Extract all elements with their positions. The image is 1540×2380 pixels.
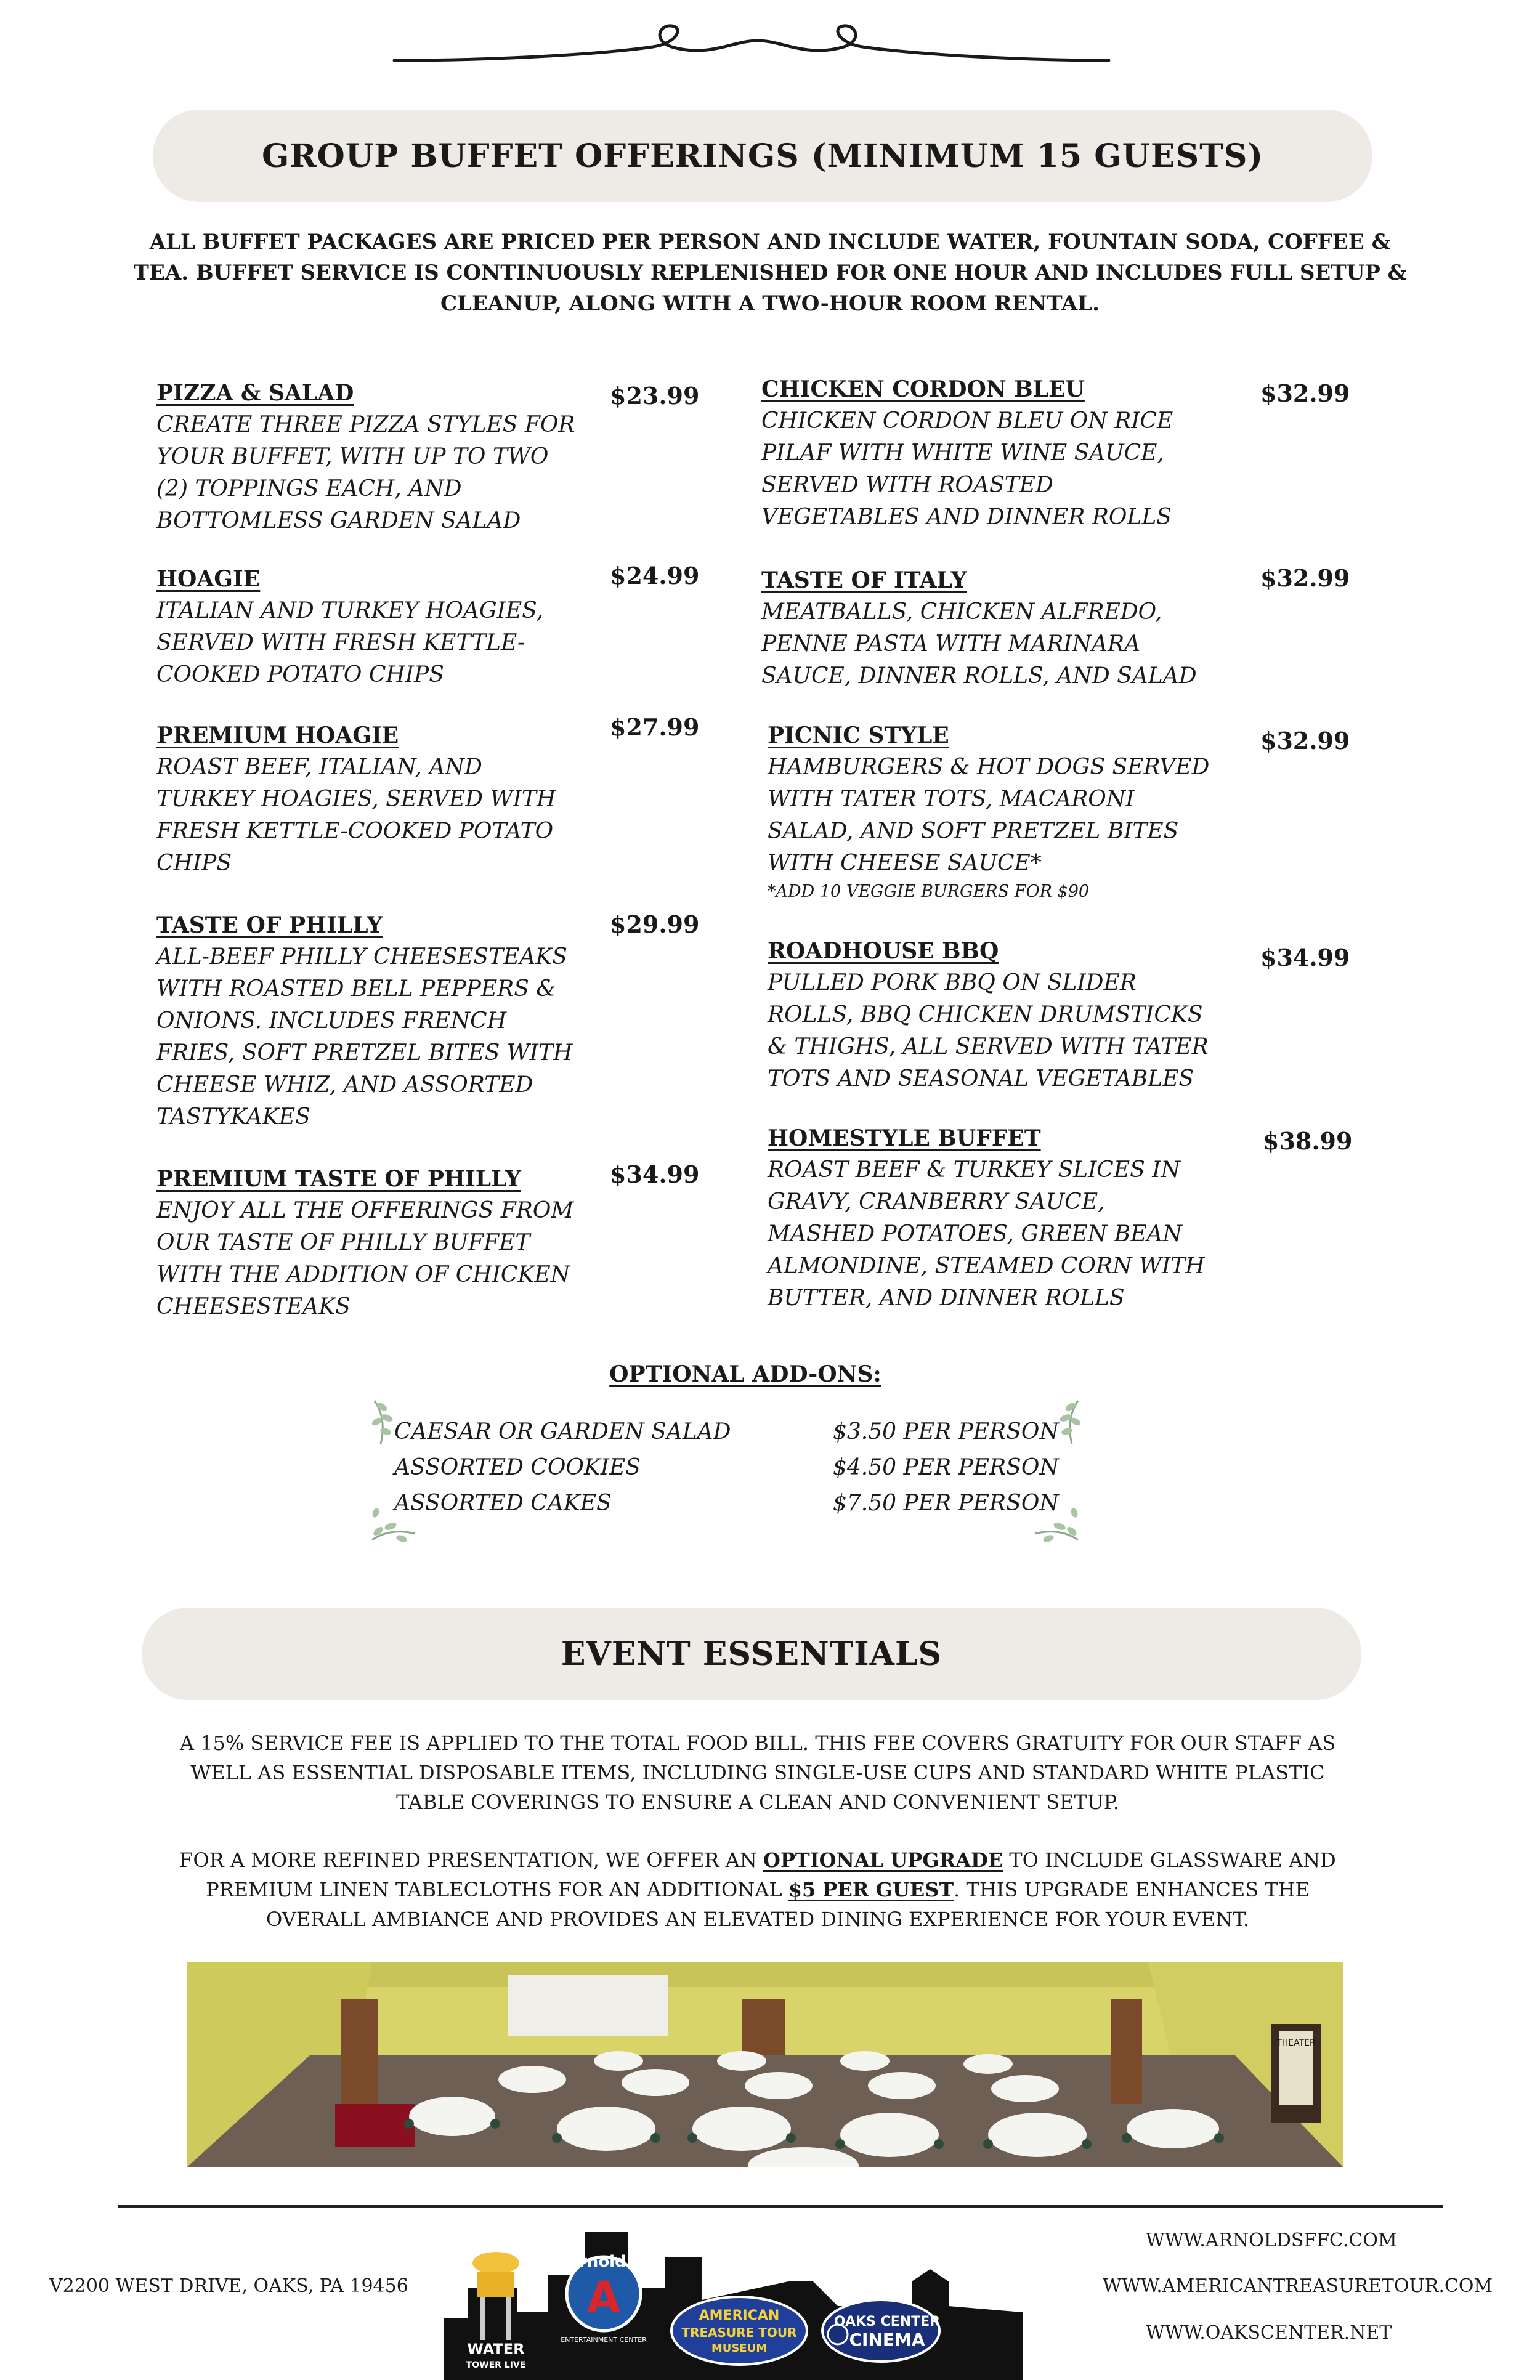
addon-name: ASSORTED CAKES <box>394 1491 612 1516</box>
menu-item-name: CHICKEN CORDON BLEU <box>761 376 1085 402</box>
menu-item-price: $32.99 <box>1260 564 1350 592</box>
menu-item <box>156 909 600 1133</box>
menu-item-name: PIZZA & SALAD <box>156 380 354 406</box>
menu-item-desc: MEATBALLS, CHICKEN ALFREDO, PENNE PASTA WITH MARINARA SAUCE, DINNER ROLLS, AND SALAD <box>761 599 1197 689</box>
essentials-title-banner <box>142 1608 1361 1700</box>
menu-item-name: TASTE OF ITALY <box>761 567 967 593</box>
decorative-flourish <box>388 22 1115 71</box>
menu-item <box>761 564 1205 692</box>
menu-item <box>768 935 1248 1095</box>
menu-item-price: $38.99 <box>1263 1127 1353 1155</box>
menu-item-desc: CREATE THREE PIZZA STYLES FOR YOUR BUFFET, WITH UP TO TWO (2) TOPPINGS EACH, AND BOTTOMLESS GARDEN SALAD <box>156 412 575 533</box>
oaks-line-2: CINEMA <box>849 2329 925 2350</box>
website-link-arnolds[interactable]: WWW.ARNOLDSFFC.COM <box>1146 2230 1397 2251</box>
upgrade-text: . THIS UPGRADE ENHANCES THE OVERALL AMBIANCE AND PROVIDES AN ELEVATED DINING EXPERIENCE FOR YOUR EVENT. <box>265 1878 1310 1931</box>
att-line-1: AMERICAN <box>699 2308 780 2323</box>
addons-title: OPTIONAL ADD-ONS: <box>609 1361 881 1387</box>
buffet-intro: ALL BUFFET PACKAGES ARE PRICED PER PERSON AND INCLUDE WATER, FOUNTAIN SODA, COFFEE & TEA. BUFFET SERVICE IS CONTINUOUSLY REPLENISHED FOR ONE HOUR AND INCLUDES FULL SETUP & CLEANUP, ALONG WITH A TWO-HOUR ROOM RENTAL. <box>133 230 1407 316</box>
upgrade-price: $5 PER GUEST <box>788 1878 954 1901</box>
upgrade-highlight: OPTIONAL UPGRADE <box>763 1848 1003 1872</box>
att-line-3: MUSEUM <box>711 2342 768 2355</box>
tower-live-text: TOWER LIVE <box>466 2360 526 2370</box>
menu-item-name: PREMIUM HOAGIE <box>156 722 399 748</box>
website-link-oaks-center[interactable]: WWW.OAKSCENTER.NET <box>1146 2322 1392 2344</box>
footer-address: V2200 WEST DRIVE, OAKS, PA 19456 <box>49 2275 408 2297</box>
menu-item <box>156 719 600 880</box>
menu-item-desc: ALL-BEEF PHILLY CHEESESTEAKS WITH ROASTED BELL PEPPERS & ONIONS. INCLUDES FRENCH FRIES, SOFT PRETZEL BITES WITH CHEESE WHIZ, AND ASSORTED TASTYKAKES <box>156 944 573 1130</box>
addon-price: $4.50 PER PERSON <box>833 1455 1059 1480</box>
menu-item-name: TASTE OF PHILLY <box>156 912 383 938</box>
arnolds-sub-text: ENTERTAINMENT CENTER <box>561 2336 647 2344</box>
menu-item <box>156 377 600 537</box>
addon-price: $3.50 PER PERSON <box>833 1419 1059 1444</box>
menu-item-name: PREMIUM TASTE OF PHILLY <box>156 1166 521 1192</box>
upgrade-text: FOR A MORE REFINED PRESENTATION, WE OFFER AN <box>179 1848 763 1872</box>
menu-item-price: $32.99 <box>1260 379 1350 407</box>
menu-item-desc: ENJOY ALL THE OFFERINGS FROM OUR TASTE OF PHILLY BUFFET WITH THE ADDITION OF CHICKEN CHEESESTEAKS <box>156 1198 574 1319</box>
menu-item-name: HOMESTYLE BUFFET <box>768 1125 1041 1151</box>
website-link-american-treasure-tour[interactable]: WWW.AMERICANTREASURETOUR.COM <box>1103 2275 1493 2297</box>
menu-item-price: $32.99 <box>1260 727 1350 755</box>
banquet-room-photo <box>187 1962 1343 2167</box>
menu-item-price: $29.99 <box>610 910 700 938</box>
menu-item <box>768 719 1248 904</box>
menu-item-desc: ITALIAN AND TURKEY HOAGIES, SERVED WITH FRESH KETTLE- COOKED POTATO CHIPS <box>156 598 543 687</box>
theater-sign: THEATER <box>1276 2038 1316 2048</box>
menu-item-desc: CHICKEN CORDON BLEU ON RICE PILAF WITH WHITE WINE SAUCE, SERVED WITH ROASTED VEGETABLES AND DINNER ROLLS <box>761 408 1173 530</box>
menu-item-price: $24.99 <box>610 562 700 589</box>
menu-item <box>156 563 600 691</box>
water-tower-text: WATER <box>467 2341 525 2358</box>
menu-item-desc: ROAST BEEF & TURKEY SLICES IN GRAVY, CRANBERRY SAUCE, MASHED POTATOES, GREEN BEAN ALMONDINE, STEAMED CORN WITH BUTTER, AND DINNER ROLLS <box>768 1157 1205 1311</box>
partner-logos <box>444 2220 1023 2380</box>
menu-item-desc: ROAST BEEF, ITALIAN, AND TURKEY HOAGIES, SERVED WITH FRESH KETTLE-COOKED POTATO CHIPS <box>156 755 556 876</box>
buffet-title-banner <box>153 110 1372 202</box>
menu-item-name: ROADHOUSE BBQ <box>768 938 999 964</box>
upgrade-paragraph <box>172 1845 1343 1934</box>
arnolds-text: Arnold's <box>566 2252 641 2271</box>
menu-item-desc: HAMBURGERS & HOT DOGS SERVED WITH TATER TOTS, MACARONI SALAD, AND SOFT PRETZEL BITES WITH CHEESE SAUCE* <box>768 755 1210 876</box>
service-fee-paragraph: A 15% SERVICE FEE IS APPLIED TO THE TOTAL FOOD BILL. THIS FEE COVERS GRATUITY FOR OUR STAFF AS WELL AS ESSENTIAL DISPOSABLE ITEMS, INCLUDING SINGLE-USE CUPS AND STANDARD WHITE PLASTIC TABLE COVERINGS TO ENSURE A CLEAN AND CONVENIENT SETUP. <box>179 1731 1336 1814</box>
menu-item-note: *ADD 10 VEGGIE BURGERS FOR $90 <box>768 882 1090 901</box>
menu-item-name: PICNIC STYLE <box>768 722 949 748</box>
menu-item <box>761 373 1205 533</box>
footer-divider <box>118 2205 1443 2208</box>
menu-item-price: $27.99 <box>610 713 700 741</box>
oaks-line-1: OAKS CENTER <box>833 2314 941 2329</box>
menu-item-price: $34.99 <box>610 1160 700 1188</box>
addon-name: ASSORTED COOKIES <box>394 1455 641 1480</box>
upgrade-text: TO INCLUDE GLASSWARE AND PREMIUM LINEN TABLECLOTHS FOR AN ADDITIONAL <box>206 1848 1336 1901</box>
oaks-center-cinema-logo <box>822 2300 940 2362</box>
att-line-2: TREASURE TOUR <box>681 2325 797 2340</box>
menu-item-price: $34.99 <box>1260 944 1350 971</box>
menu-item <box>768 1122 1248 1314</box>
menu-item-name: HOAGIE <box>156 566 261 592</box>
essentials-title: EVENT ESSENTIALS <box>561 1635 942 1673</box>
menu-item-desc: PULLED PORK BBQ ON SLIDER ROLLS, BBQ CHICKEN DRUMSTICKS & THIGHS, ALL SERVED WITH TATER TOTS AND SEASONAL VEGETABLES <box>768 970 1209 1091</box>
svg-text:A: A <box>586 2272 621 2323</box>
menu-item <box>156 1163 600 1323</box>
menu-item-price: $23.99 <box>610 382 700 410</box>
addon-price: $7.50 PER PERSON <box>833 1491 1059 1516</box>
buffet-title: GROUP BUFFET OFFERINGS (MINIMUM 15 GUESTS) <box>261 137 1264 175</box>
addon-name: CAESAR OR GARDEN SALAD <box>394 1419 731 1444</box>
american-treasure-tour-logo <box>671 2297 807 2365</box>
